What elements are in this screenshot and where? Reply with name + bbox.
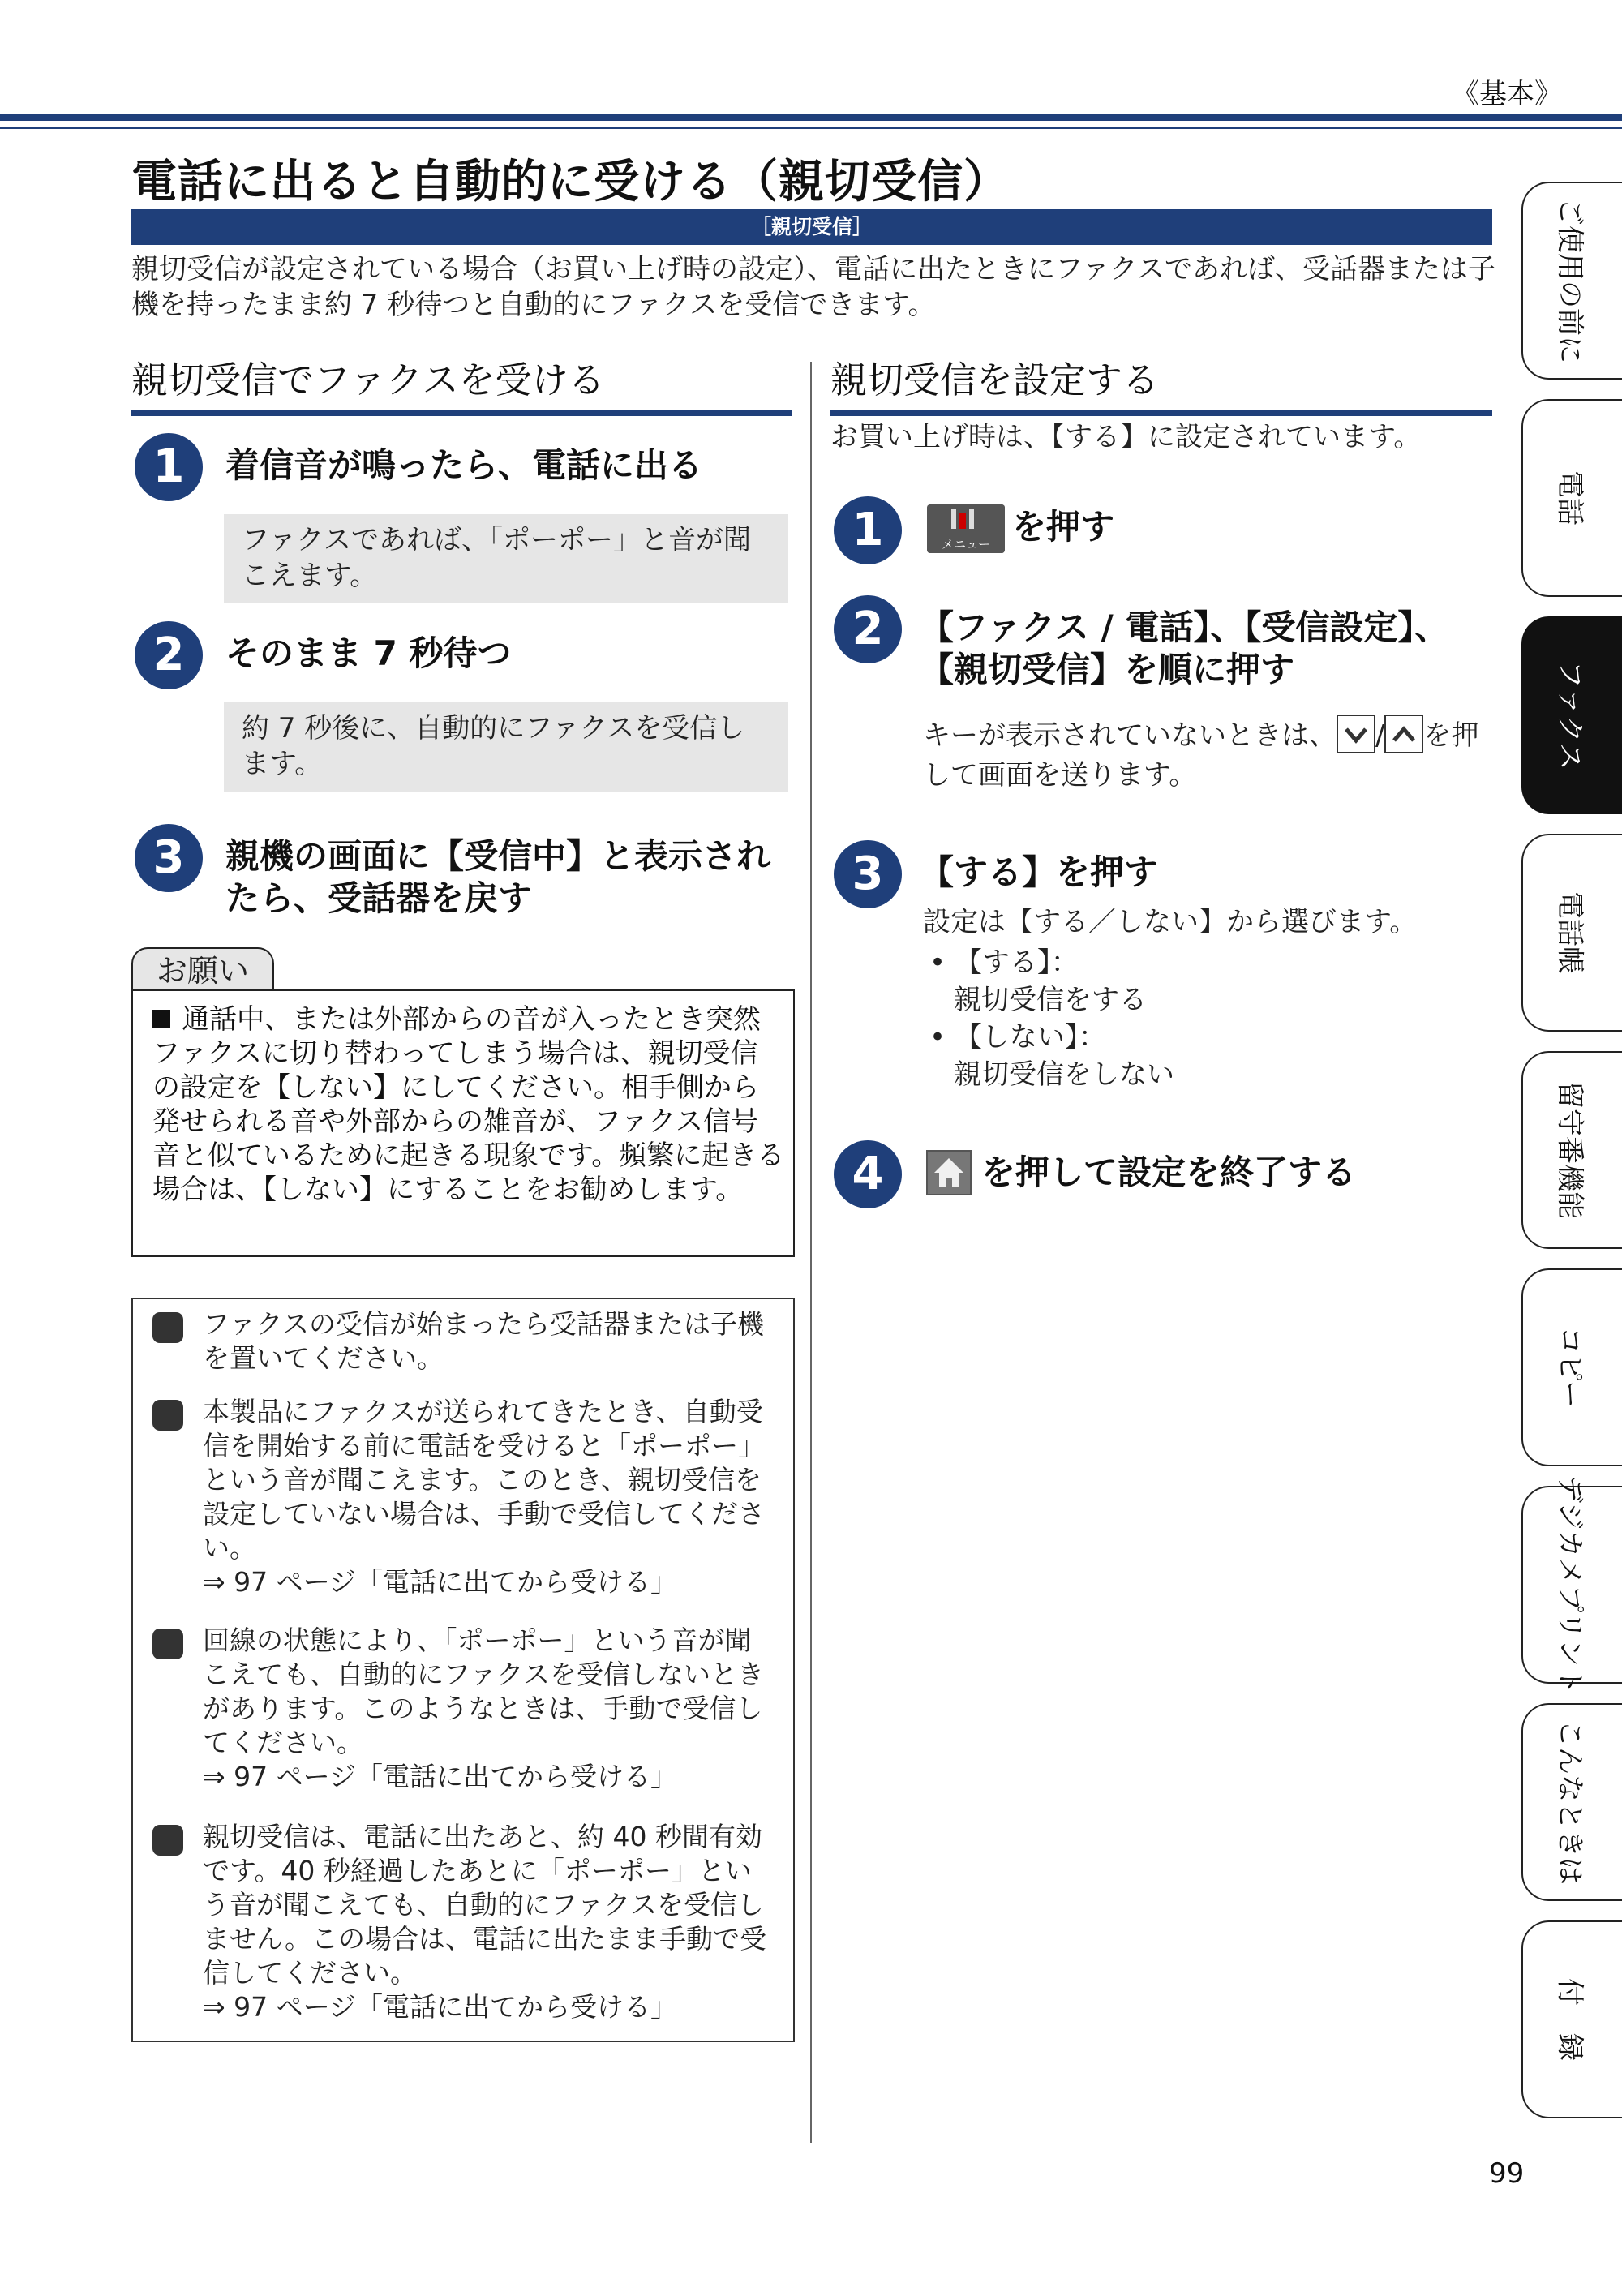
onegai-label: お願い bbox=[131, 947, 274, 991]
step-badge-2: 2 bbox=[135, 621, 203, 689]
option-item: • 【する】： bbox=[929, 946, 1079, 979]
down-arrow-key-icon bbox=[1337, 715, 1375, 753]
tab-copy[interactable]: コピー bbox=[1521, 1268, 1622, 1466]
step-badge-r1: 1 bbox=[834, 496, 902, 564]
memo-item-4-ref: ⇒ 97 ページ「電話に出てから受ける」 bbox=[203, 1991, 677, 2023]
step-badge-3: 3 bbox=[135, 824, 203, 892]
step-badge-r3: 3 bbox=[834, 840, 902, 908]
title-banner: ［親切受信］ bbox=[131, 209, 1492, 245]
memo-pencil-icon bbox=[152, 1312, 183, 1343]
right-subtext: お買い上げ時は、【する】に設定されています。 bbox=[830, 421, 1422, 453]
page-title: 電話に出ると自動的に受ける（親切受信） bbox=[131, 156, 1010, 208]
tab-fax[interactable]: ファクス bbox=[1521, 616, 1622, 814]
right-heading-rule bbox=[830, 410, 1492, 416]
left-step-1-note: ファクスであれば、「ポーポー」と音が聞こえます。 bbox=[224, 514, 788, 603]
up-arrow-key-icon bbox=[1384, 715, 1423, 753]
memo-item-3-ref: ⇒ 97 ページ「電話に出てから受ける」 bbox=[203, 1761, 677, 1792]
column-divider bbox=[810, 362, 812, 2143]
intro-text: 親切受信が設定されている場合（お買い上げ時の設定）、電話に出たときにファクスであれば、受話器または子機を持ったまま約 7 秒待つと自動的にファクスを受信できます。 bbox=[131, 253, 1495, 321]
right-step-3-text: 設定は【する／しない】から選びます。 bbox=[923, 906, 1418, 938]
tab-appendix[interactable]: 付 録 bbox=[1521, 1920, 1622, 2118]
option-item: • 【しない】： bbox=[929, 1021, 1106, 1054]
tab-telephone[interactable]: 電話 bbox=[1521, 399, 1622, 597]
tab-troubleshooting[interactable]: こんなときは bbox=[1521, 1703, 1622, 1901]
right-step-2-text: キーが表示されていないときは、 / を押して画面を送ります。 bbox=[923, 717, 1499, 794]
right-step-1-title: を押す bbox=[1012, 507, 1115, 547]
memo-item-2: 本製品にファクスが送られてきたとき、自動受信を開始する前に電話を受けると「ポーポー」という音が聞こえます。このとき、親切受信を設定していない場合は、手動で受信してください。 ⇒ 97 ページ「電話に出てから受ける」 bbox=[203, 1395, 770, 1599]
memo-pencil-icon bbox=[152, 1400, 183, 1431]
onegai-text: 通話中、または外部からの音が入ったとき突然ファクスに切り替わってしまう場合は、親切受信の設定を【しない】にしてください。相手側から発せられる音や外部からの雑音が、ファクス信号音と似ているために起きる現象です。頻繁に起きる場合は、【しない】にすることをお勧めします。 bbox=[152, 1003, 785, 1206]
step-badge-1: 1 bbox=[135, 433, 203, 501]
step-badge-r4: 4 bbox=[834, 1140, 902, 1208]
left-heading-rule bbox=[131, 410, 792, 416]
right-heading: 親切受信を設定する bbox=[830, 358, 1160, 401]
header-rule-thin bbox=[0, 127, 1622, 129]
memo-pencil-icon bbox=[152, 1825, 183, 1856]
home-key-icon bbox=[926, 1150, 972, 1195]
tab-answering[interactable]: 留守番機能 bbox=[1521, 1051, 1622, 1249]
left-heading: 親切受信でファクスを受ける bbox=[131, 358, 605, 401]
left-step-3-title: 親機の画面に【受信中】と表示されたら、受話器を戻す bbox=[225, 836, 771, 918]
step-badge-r2: 2 bbox=[834, 595, 902, 663]
section-label: 《基本》 bbox=[1452, 78, 1562, 110]
bullet-square-icon bbox=[152, 1010, 170, 1028]
menu-key-caption: メニュー bbox=[942, 537, 991, 551]
memo-item-2-ref: ⇒ 97 ページ「電話に出てから受ける」 bbox=[203, 1566, 677, 1598]
page-number: 99 bbox=[1489, 2157, 1525, 2190]
right-step-3-title: 【する】を押す bbox=[920, 852, 1159, 892]
left-step-2-title: そのまま 7 秒待つ bbox=[225, 633, 512, 673]
header-rule bbox=[0, 114, 1622, 121]
option-list: • 【する】： 親切受信をする • 【しない】： 親切受信をしない bbox=[929, 944, 1497, 1093]
left-step-1-title: 着信音が鳴ったら、電話に出る bbox=[225, 445, 703, 485]
right-step-2-title: 【ファクス / 電話】、【受信設定】、【親切受信】を順に押す bbox=[920, 607, 1449, 689]
tab-photo-print[interactable]: デジカメプリント bbox=[1521, 1486, 1622, 1684]
left-step-2-note: 約 7 秒後に、自動的にファクスを受信します。 bbox=[224, 702, 788, 792]
memo-item-3: 回線の状態により、「ポーポー」という音が聞こえても、自動的にファクスを受信しないときがあります。このようなときは、手動で受信してください。 ⇒ 97 ページ「電話に出てから受ける」 bbox=[203, 1624, 770, 1794]
memo-item-1: ファクスの受信が始まったら受話器または子機を置いてください。 bbox=[203, 1308, 765, 1374]
menu-key-icon bbox=[927, 504, 1005, 553]
tab-phonebook[interactable]: 電話帳 bbox=[1521, 834, 1622, 1032]
right-step-4-title: を押して設定を終了する bbox=[981, 1152, 1357, 1192]
memo-pencil-icon bbox=[152, 1629, 183, 1659]
memo-item-4: 親切受信は、電話に出たあと、約 40 秒間有効です。40 秒経過したあとに「ポーポー」という音が聞こえても、自動的にファクスを受信しません。この場合は、電話に出たまま手動で受信してください。 ⇒ 97 ページ「電話に出てから受ける」 bbox=[203, 1820, 770, 2024]
tab-getting-started[interactable]: ご使用の前に bbox=[1521, 182, 1622, 380]
